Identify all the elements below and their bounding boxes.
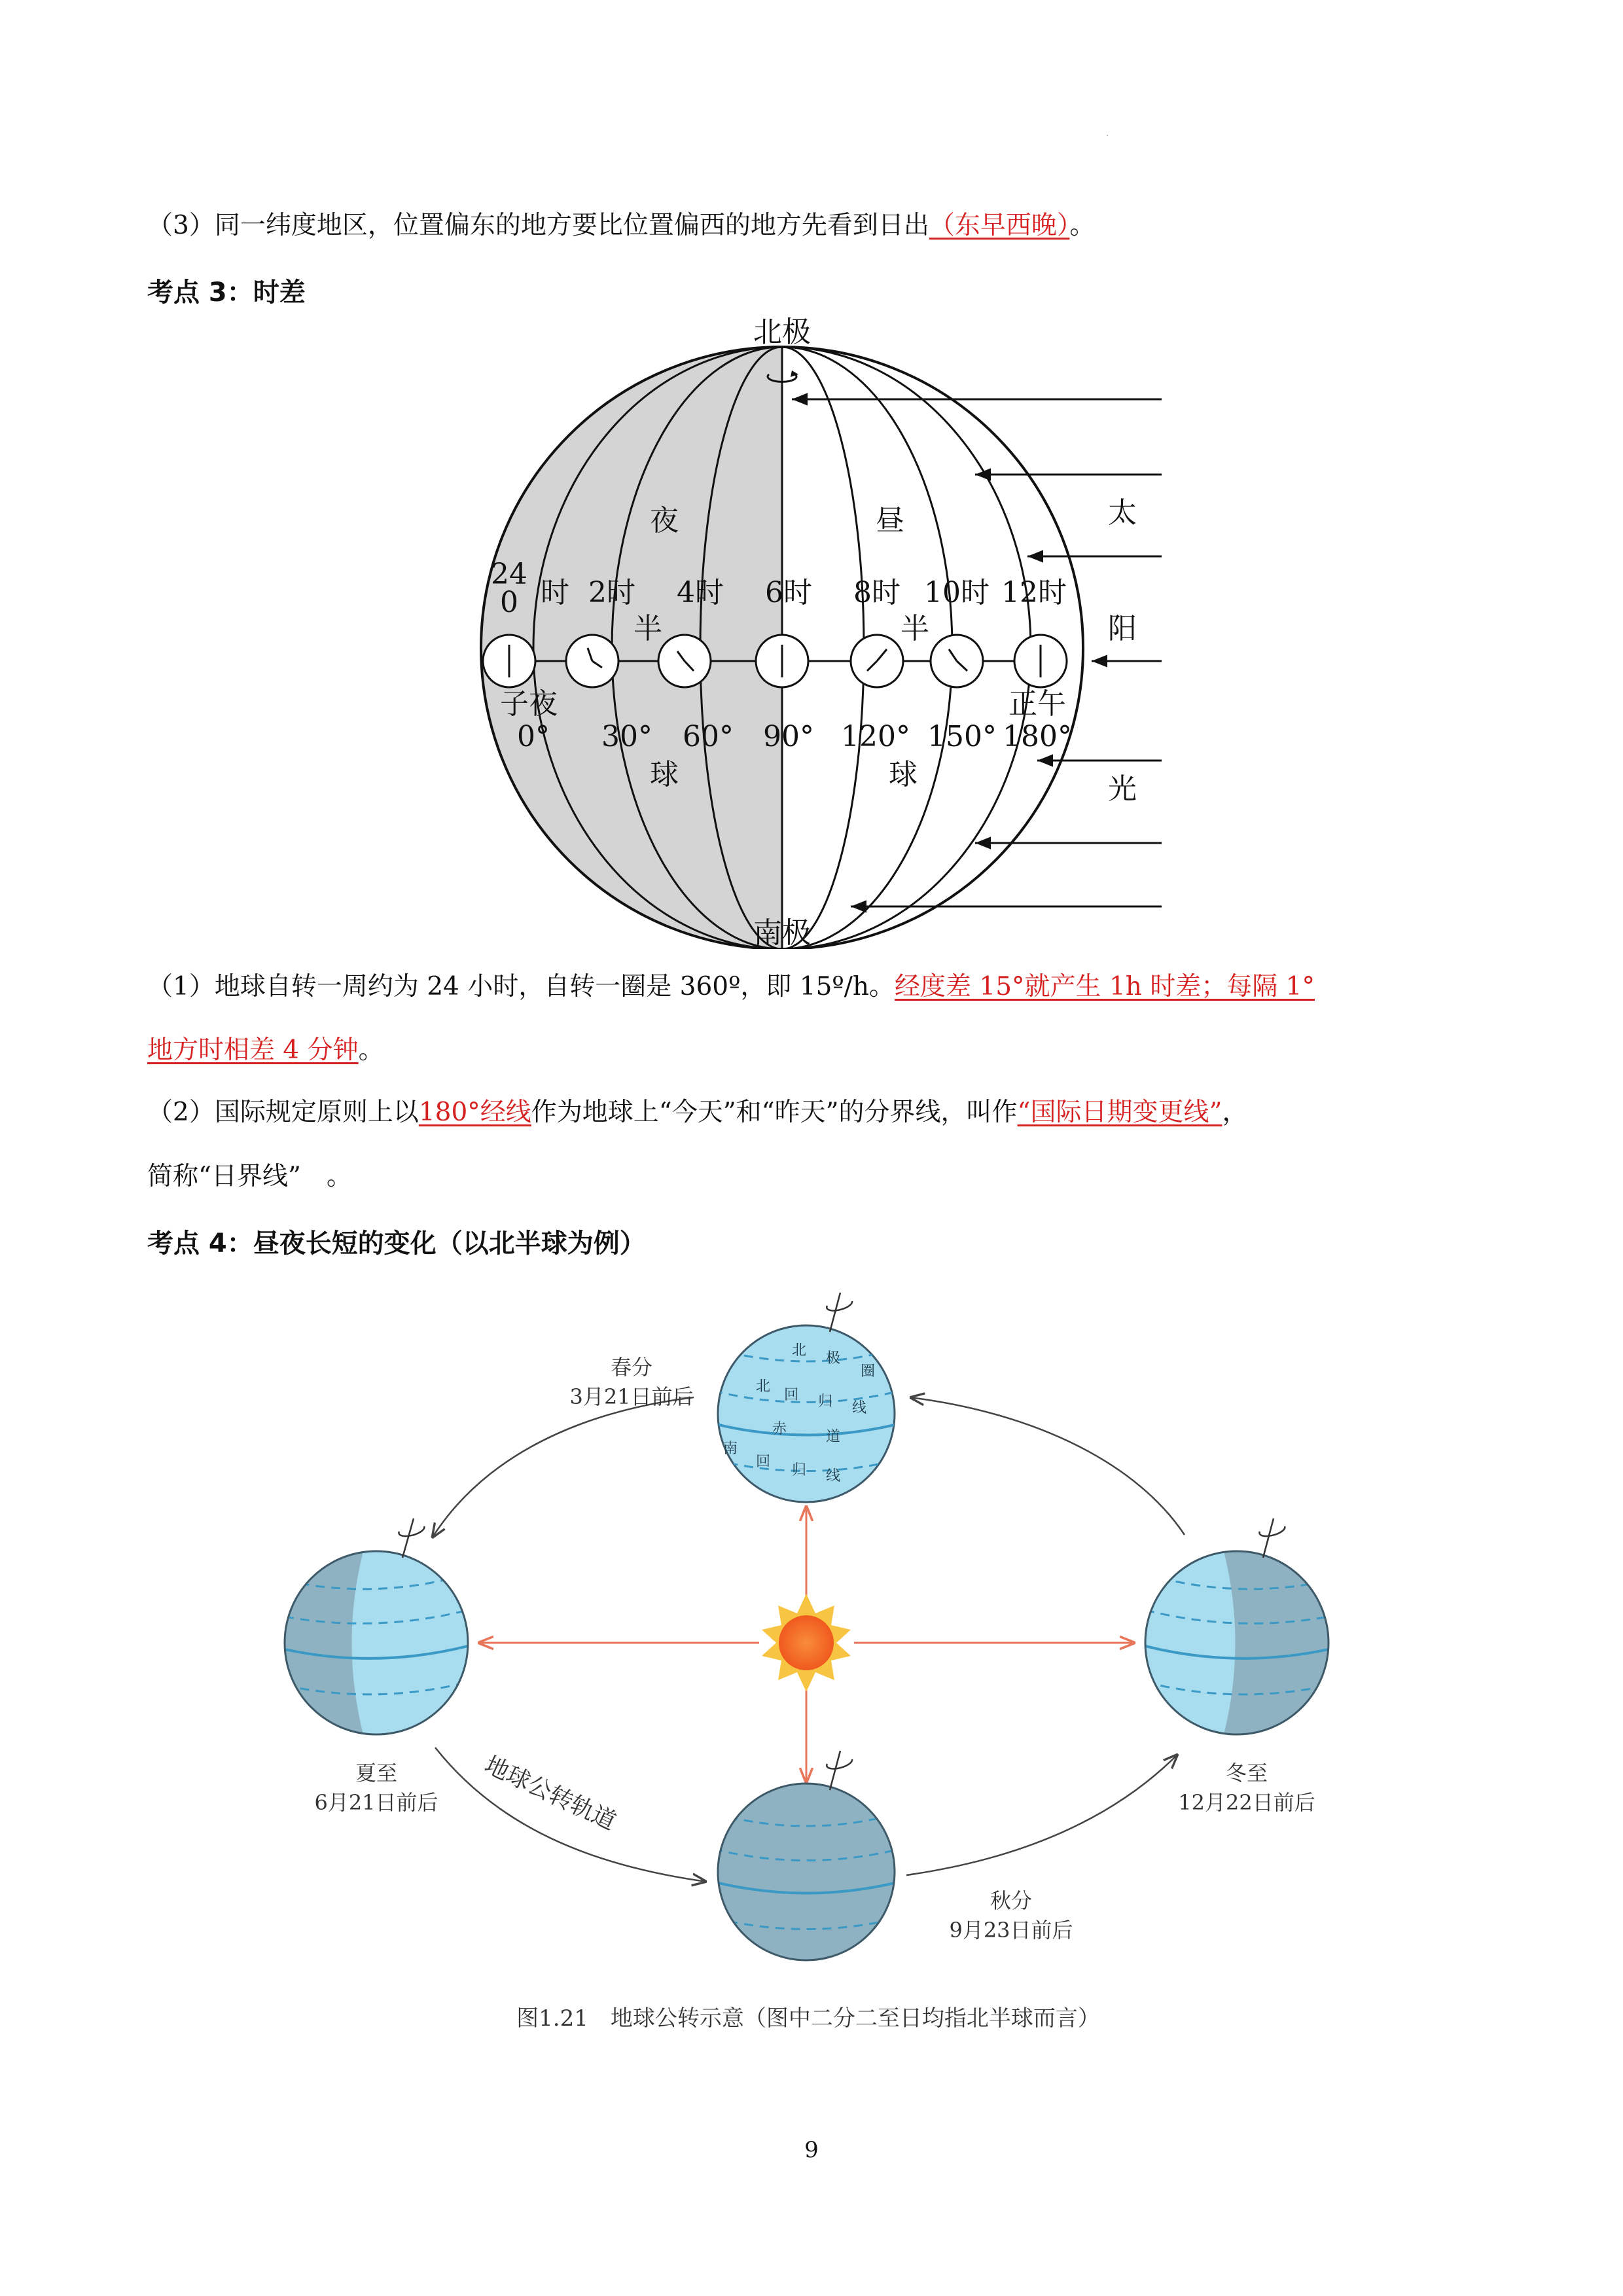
- para-rotation-highlight: 经度差 15°就产生 1h 时差；每隔 1°: [895, 972, 1315, 1001]
- summer-axis-icon: [399, 1518, 424, 1558]
- time-zone-diagram: [0, 314, 1623, 949]
- spring-equator-2: 道: [826, 1429, 841, 1445]
- degree-label-6: 180°: [1003, 720, 1072, 753]
- globe-spring: [713, 1293, 900, 1502]
- sun-char-3: 光: [1108, 772, 1137, 806]
- para-dateline-middle: 作为地球上“今天”和“昨天”的分界线，叫作: [531, 1098, 1018, 1127]
- heading-time-difference: 考点 3：时差: [147, 278, 306, 308]
- spring-tropics-4: 线: [826, 1468, 841, 1484]
- spring-equator-1: 赤: [772, 1421, 787, 1437]
- spring-tropicn-1: 北: [756, 1378, 771, 1395]
- spring-date: 3月21日前后: [569, 1384, 694, 1409]
- figure-caption: 图1.21 地球公转示意（图中二分二至日均指北半球而言）: [516, 2005, 1100, 2032]
- para-rotation-line1: [147, 967, 1315, 1007]
- para-rotation-suffix: 。: [358, 1035, 384, 1065]
- para-dateline-suffix: ，: [1222, 1098, 1248, 1127]
- time-label-2: 4时: [677, 576, 724, 609]
- midnight-label: 子夜: [500, 687, 558, 721]
- para-dateline-prefix: （2）国际规定原则上以: [147, 1098, 419, 1127]
- time-0-label: 0: [500, 586, 518, 619]
- spring-tropicn-3: 归: [818, 1393, 833, 1410]
- autumn-date: 9月23日前后: [949, 1918, 1073, 1943]
- spring-tropics-1: 南: [723, 1441, 738, 1457]
- degree-label-3: 90°: [763, 720, 814, 753]
- summer-date: 6月21日前后: [314, 1790, 438, 1815]
- spring-arctic-3: 圈: [861, 1363, 876, 1380]
- autumn-axis-icon: [827, 1751, 852, 1790]
- summer-name: 夏至: [355, 1761, 398, 1785]
- para-sunrise-text: （3）同一纬度地区，位置偏东的地方要比位置偏西的地方先看到日出: [147, 211, 929, 240]
- spring-tropics-2: 回: [756, 1454, 771, 1470]
- sun-icon: [762, 1594, 851, 1692]
- para-sunrise: [147, 206, 1095, 245]
- globe-winter: [1145, 1518, 1329, 1734]
- day-label: 昼: [876, 504, 904, 537]
- spring-arctic-1: 北: [792, 1342, 807, 1359]
- para-dateline-line1: [147, 1093, 1247, 1132]
- time-label-0: 时: [541, 576, 569, 609]
- para-dateline-line2: 简称“日界线” 。: [147, 1162, 352, 1191]
- para-rotation-text: （1）地球自转一周约为 24 小时，自转一圈是 360º，即 15º/h。: [147, 972, 895, 1001]
- para-rotation-highlight-2: 地方时相差 4 分钟: [147, 1035, 359, 1065]
- page-dot: ·: [1106, 131, 1109, 141]
- time-label-6: 12时: [1001, 576, 1067, 609]
- globe-summer: [285, 1518, 468, 1734]
- time-label-5: 10时: [924, 576, 990, 609]
- para-rotation-line2: [147, 1031, 384, 1070]
- noon-label: 正午: [1008, 687, 1066, 721]
- time-label-1: 2时: [588, 576, 635, 609]
- spring-tropics-3: 归: [792, 1462, 807, 1479]
- spring-name: 春分: [610, 1355, 653, 1380]
- para-sunrise-highlight: （东早西晚）: [929, 211, 1070, 240]
- heading-day-night-length: 考点 4：昼夜长短的变化（以北半球为例）: [147, 1229, 646, 1259]
- degree-label-2: 60°: [683, 720, 734, 753]
- spring-tropicn-2: 回: [784, 1387, 799, 1403]
- spring-tropicn-4: 线: [852, 1400, 867, 1416]
- sun-char-1: 太: [1108, 496, 1137, 529]
- north-pole-label: 北极: [753, 315, 811, 349]
- para-dateline-highlight-2: “国际日期变更线”: [1017, 1098, 1222, 1127]
- revolution-diagram: [0, 1276, 1623, 2062]
- winter-axis-icon: [1259, 1518, 1285, 1558]
- spring-axis-icon: [827, 1293, 852, 1332]
- time-24-label: 24: [491, 558, 527, 591]
- winter-date: 12月22日前后: [1178, 1790, 1315, 1815]
- time-label-3: 6时: [765, 576, 812, 609]
- page-number: 9: [804, 2137, 819, 2163]
- winter-name: 冬至: [1225, 1761, 1268, 1785]
- degree-label-1: 30°: [601, 720, 652, 753]
- sun-char-2: 阳: [1108, 612, 1137, 645]
- half-left-label: 半: [633, 612, 662, 645]
- time-label-4: 8时: [853, 576, 901, 609]
- degree-label-0: 0°: [517, 720, 550, 753]
- ball-right-label: 球: [889, 758, 918, 791]
- degree-label-5: 150°: [927, 720, 997, 753]
- orbit-label: 地球公转轨道: [480, 1751, 620, 1836]
- para-sunrise-suffix: 。: [1069, 211, 1096, 240]
- degree-label-4: 120°: [841, 720, 910, 753]
- spring-arctic-2: 极: [826, 1350, 841, 1367]
- autumn-name: 秋分: [990, 1888, 1033, 1913]
- para-dateline-highlight-1: 180°经线: [418, 1098, 531, 1127]
- half-right-label: 半: [901, 612, 929, 645]
- night-label: 夜: [650, 504, 679, 537]
- south-pole-label: 南极: [753, 916, 811, 949]
- ball-left-label: 球: [650, 758, 679, 791]
